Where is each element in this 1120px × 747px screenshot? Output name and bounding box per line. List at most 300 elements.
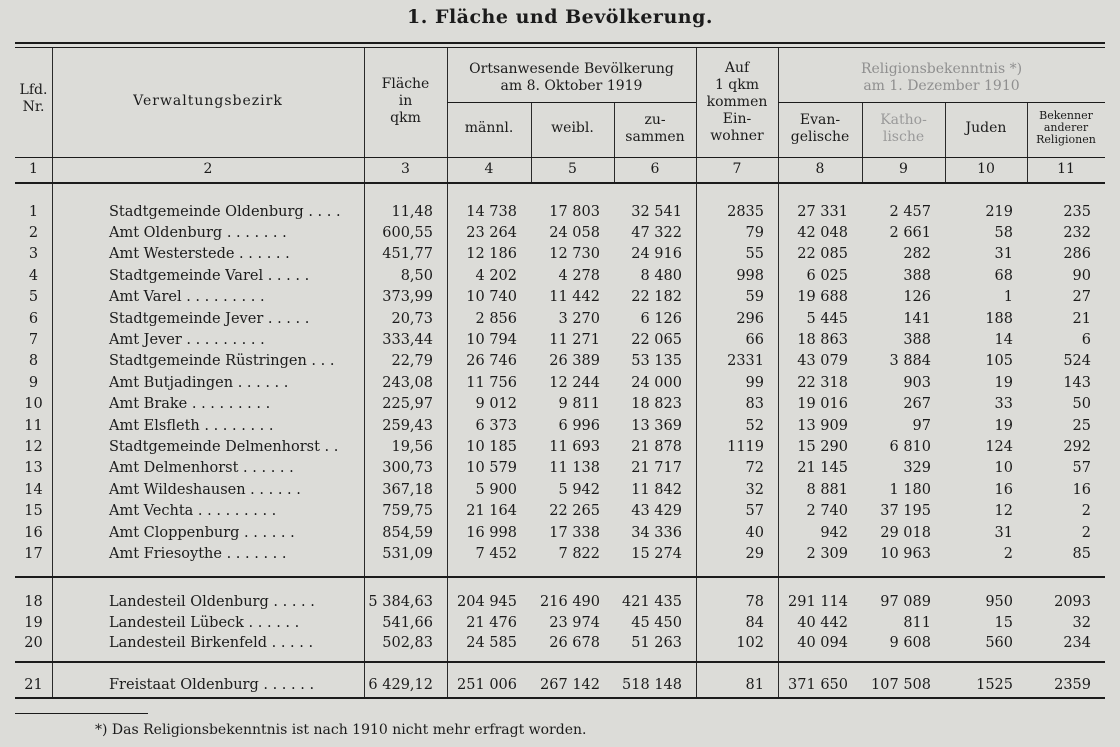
table-cell: 292 — [1063, 438, 1091, 455]
table-cell: 259,43 — [382, 417, 433, 434]
table-cell: 32 — [1072, 614, 1091, 631]
table-cell: 235 — [1063, 203, 1091, 220]
table-cell: 21 878 — [631, 438, 682, 455]
header-line: in — [398, 93, 413, 109]
row-number: 16 — [24, 524, 43, 541]
table-cell: 23 264 — [466, 225, 517, 242]
table-cell: 15 — [994, 614, 1013, 631]
row-number: 13 — [24, 460, 43, 477]
table-cell: 333,44 — [382, 332, 433, 349]
table-cell: 251 006 — [457, 677, 517, 694]
table-cell: 47 322 — [631, 225, 682, 242]
table-cell: 373,99 — [382, 289, 433, 306]
table-cell: 8 480 — [640, 267, 682, 284]
table-cell: 11,48 — [391, 203, 433, 220]
table-cell: 14 738 — [466, 203, 517, 220]
district-name: Amt Elsfleth . . . . . . . . — [109, 417, 274, 434]
header-line: zu- — [644, 112, 666, 128]
table-cell: 16 998 — [466, 524, 517, 541]
table-cell: 10 — [994, 460, 1013, 477]
table-row — [15, 372, 1105, 393]
header-bezirk: Verwaltungsbezirk — [133, 93, 283, 109]
table-cell: 13 369 — [631, 417, 682, 434]
header-line: kommen — [706, 94, 768, 110]
table-cell: 8,50 — [400, 267, 433, 284]
table-cell: 300,73 — [382, 460, 433, 477]
table-row — [15, 458, 1105, 479]
table-cell: 903 — [903, 374, 931, 391]
table-cell: 267 142 — [540, 677, 600, 694]
table-cell: 27 — [1072, 289, 1091, 306]
table-cell: 9 012 — [475, 396, 517, 413]
header-line: Ortsanwesende Bevölkerung — [469, 61, 674, 77]
table-cell: 29 — [745, 545, 764, 562]
table-cell: 21 717 — [631, 460, 682, 477]
table-cell: 2 — [1081, 503, 1091, 520]
header-line: Auf — [724, 60, 750, 76]
table-cell: 600,55 — [382, 225, 433, 242]
table-cell: 219 — [985, 203, 1013, 220]
table-row — [15, 500, 1105, 521]
table-cell: 24 585 — [466, 635, 517, 652]
table-cell: 560 — [985, 635, 1013, 652]
table-cell: 296 — [736, 310, 764, 327]
table-cell: 225,97 — [382, 396, 433, 413]
row-number: 11 — [24, 417, 43, 434]
header-weibl: weibl. — [551, 120, 594, 136]
table-cell: 22 182 — [631, 289, 682, 306]
column-number: 2 — [203, 161, 213, 177]
table-cell: 232 — [1063, 225, 1091, 242]
column-number: 10 — [977, 161, 995, 177]
table-row — [15, 265, 1105, 286]
table-cell: 21 476 — [466, 614, 517, 631]
table-cell: 21 145 — [797, 460, 848, 477]
table-cell: 2359 — [1054, 677, 1091, 694]
table-cell: 84 — [745, 614, 764, 631]
table-cell: 45 450 — [631, 614, 682, 631]
row-number: 20 — [24, 635, 43, 652]
district-name: Amt Oldenburg . . . . . . . — [109, 225, 287, 242]
district-name: Landesteil Oldenburg . . . . . — [109, 594, 315, 611]
table-cell: 4 278 — [558, 267, 600, 284]
table-cell: 6 373 — [475, 417, 517, 434]
table-cell: 52 — [745, 417, 764, 434]
row-number: 6 — [28, 310, 39, 327]
header-line: Katho- — [880, 112, 927, 128]
column-number: 6 — [650, 161, 660, 177]
row-number: 14 — [24, 481, 43, 498]
table-cell: 55 — [745, 246, 764, 263]
table-cell: 291 114 — [788, 594, 848, 611]
table-cell: 2093 — [1054, 594, 1091, 611]
table-cell: 79 — [745, 225, 764, 242]
table-cell: 40 094 — [797, 635, 848, 652]
table-cell: 451,77 — [382, 246, 433, 263]
table-cell: 216 490 — [540, 594, 600, 611]
table-cell: 6 429,12 — [368, 677, 433, 694]
district-name: Amt Wildeshausen . . . . . . — [109, 481, 301, 498]
table-cell: 12 244 — [549, 374, 600, 391]
header-andere — [1027, 110, 1105, 146]
table-row — [15, 613, 1105, 634]
table-cell: 13 909 — [797, 417, 848, 434]
header-line: Religionsbekenntnis *) — [860, 61, 1023, 77]
district-name: Amt Vechta . . . . . . . . . — [109, 503, 277, 520]
table-cell: 19 016 — [797, 396, 848, 413]
table-cell: 22 265 — [549, 503, 600, 520]
header-line: sammen — [625, 129, 685, 145]
table-cell: 26 678 — [549, 635, 600, 652]
table-cell: 5 942 — [558, 481, 600, 498]
header-line: am 8. Oktober 1919 — [500, 78, 643, 94]
table-cell: 998 — [736, 267, 764, 284]
row-number: 18 — [24, 594, 43, 611]
table-cell: 20,73 — [391, 310, 433, 327]
top-rule — [15, 42, 1105, 44]
table-cell: 16 — [994, 481, 1013, 498]
page-title: 1. Fläche und Bevölkerung. — [407, 6, 713, 28]
row-number: 5 — [28, 289, 39, 306]
row-number: 12 — [24, 438, 43, 455]
table-cell: 11 271 — [549, 332, 600, 349]
table-cell: 21 164 — [466, 503, 517, 520]
column-number: 9 — [899, 161, 908, 177]
table-cell: 15 290 — [797, 438, 848, 455]
row-number: 21 — [24, 677, 43, 694]
table-cell: 234 — [1063, 635, 1091, 652]
table-row — [15, 436, 1105, 457]
row-number: 2 — [28, 225, 39, 242]
table-cell: 12 186 — [466, 246, 517, 263]
table-cell: 22 318 — [797, 374, 848, 391]
table-cell: 31 — [994, 524, 1013, 541]
table-cell: 29 018 — [880, 524, 931, 541]
table-cell: 1 — [1003, 289, 1013, 306]
district-name: Amt Varel . . . . . . . . . — [109, 289, 265, 306]
table-cell: 6 126 — [640, 310, 682, 327]
table-cell: 43 429 — [631, 503, 682, 520]
table-cell: 11 842 — [631, 481, 682, 498]
district-name: Amt Jever . . . . . . . . . — [109, 332, 265, 349]
table-cell: 107 508 — [871, 677, 931, 694]
header-juden: Juden — [965, 120, 1007, 136]
header-group-rule — [778, 102, 1105, 103]
table-cell: 2 457 — [889, 203, 931, 220]
header-bevoelkerung-group — [447, 61, 696, 95]
table-row — [15, 394, 1105, 415]
table-cell: 124 — [985, 438, 1013, 455]
table-cell: 371 650 — [788, 677, 848, 694]
header-line: Lfd. — [19, 82, 48, 98]
table-row — [15, 522, 1105, 543]
table-cell: 10 740 — [466, 289, 517, 306]
header-line: 1 qkm — [714, 77, 760, 93]
table-cell: 18 823 — [631, 396, 682, 413]
row-number: 1 — [28, 203, 39, 220]
table-cell: 40 442 — [797, 614, 848, 631]
table-cell: 329 — [903, 460, 931, 477]
table-cell: 97 — [912, 417, 931, 434]
table-cell: 102 — [736, 635, 764, 652]
header-line: am 1. Dezember 1910 — [863, 78, 1020, 94]
table-cell: 34 336 — [631, 524, 682, 541]
data-table-landesteile — [15, 592, 1105, 654]
district-name: Landesteil Lübeck . . . . . . — [109, 614, 300, 631]
table-cell: 24 058 — [549, 225, 600, 242]
table-cell: 15 274 — [631, 545, 682, 562]
table-cell: 19 688 — [797, 289, 848, 306]
table-cell: 66 — [745, 332, 764, 349]
row-number: 17 — [24, 545, 43, 562]
table-cell: 2331 — [727, 353, 764, 370]
row-number: 9 — [28, 374, 39, 391]
table-cell: 22,79 — [391, 353, 433, 370]
table-cell: 4 202 — [475, 267, 517, 284]
table-cell: 97 089 — [880, 594, 931, 611]
header-religion-group — [778, 61, 1105, 95]
table-cell: 10 794 — [466, 332, 517, 349]
column-number: 4 — [484, 161, 494, 177]
table-cell: 267 — [903, 396, 931, 413]
header-line: Evan- — [799, 112, 841, 128]
table-cell: 50 — [1072, 396, 1091, 413]
table-cell: 16 — [1072, 481, 1091, 498]
district-name: Amt Brake . . . . . . . . . — [109, 396, 271, 413]
district-name: Stadtgemeinde Oldenburg . . . . — [109, 203, 341, 220]
table-cell: 53 135 — [631, 353, 682, 370]
table-cell: 811 — [903, 614, 931, 631]
table-cell: 21 — [1072, 310, 1091, 327]
data-table-districts — [15, 201, 1105, 565]
table-cell: 518 148 — [622, 677, 682, 694]
table-cell: 19,56 — [391, 438, 433, 455]
header-line: qkm — [390, 110, 421, 126]
table-cell: 388 — [903, 267, 931, 284]
table-cell: 10 579 — [466, 460, 517, 477]
table-cell: 58 — [994, 225, 1013, 242]
table-cell: 99 — [745, 374, 764, 391]
table-cell: 126 — [903, 289, 931, 306]
table-cell: 11 138 — [549, 460, 600, 477]
table-cell: 10 185 — [466, 438, 517, 455]
district-name: Stadtgemeinde Jever . . . . . — [109, 310, 310, 327]
table-row — [15, 287, 1105, 308]
table-cell: 502,83 — [382, 635, 433, 652]
bottom-rule — [15, 697, 1105, 699]
table-cell: 31 — [994, 246, 1013, 263]
row-number: 19 — [24, 614, 43, 631]
table-cell: 141 — [903, 310, 931, 327]
table-cell: 105 — [985, 353, 1013, 370]
header-evangelische — [778, 112, 862, 146]
table-cell: 17 338 — [549, 524, 600, 541]
table-cell: 85 — [1072, 545, 1091, 562]
table-cell: 90 — [1072, 267, 1091, 284]
table-cell: 43 079 — [797, 353, 848, 370]
table-row — [15, 308, 1105, 329]
table-cell: 32 — [745, 481, 764, 498]
row-number: 4 — [28, 267, 39, 284]
row-number: 3 — [28, 246, 39, 263]
table-cell: 12 — [994, 503, 1013, 520]
colnum-rule-top — [15, 157, 1105, 158]
table-cell: 6 996 — [558, 417, 600, 434]
table-cell: 531,09 — [382, 545, 433, 562]
table-row — [15, 351, 1105, 372]
district-name: Stadtgemeinde Delmenhorst . . — [109, 438, 339, 455]
table-row — [15, 543, 1105, 564]
table-cell: 81 — [745, 677, 764, 694]
table-cell: 2 661 — [889, 225, 931, 242]
table-cell: 286 — [1063, 246, 1091, 263]
table-cell: 1 180 — [889, 481, 931, 498]
table-cell: 2 856 — [475, 310, 517, 327]
district-name: Freistaat Oldenburg . . . . . . — [109, 677, 315, 694]
table-cell: 22 085 — [797, 246, 848, 263]
header-maennl: männl. — [464, 120, 514, 136]
header-line: Nr. — [22, 99, 45, 115]
header-line: Ein- — [722, 111, 752, 127]
table-cell: 68 — [994, 267, 1013, 284]
column-number: 7 — [732, 161, 742, 177]
table-cell: 388 — [903, 332, 931, 349]
header-zusammen — [614, 112, 696, 146]
table-cell: 2 — [1003, 545, 1013, 562]
column-number: 11 — [1057, 161, 1075, 177]
table-cell: 10 963 — [880, 545, 931, 562]
colnum-rule-bottom — [15, 182, 1105, 184]
table-row — [15, 479, 1105, 500]
table-cell: 541,66 — [382, 614, 433, 631]
table-cell: 6 025 — [806, 267, 848, 284]
table-cell: 3 270 — [558, 310, 600, 327]
header-line: Religionen — [1036, 133, 1096, 146]
table-cell: 367,18 — [382, 481, 433, 498]
table-row — [15, 222, 1105, 243]
table-row — [15, 329, 1105, 350]
header-flaeche — [364, 76, 447, 127]
table-cell: 204 945 — [457, 594, 517, 611]
table-cell: 37 195 — [880, 503, 931, 520]
table-cell: 33 — [994, 396, 1013, 413]
district-name: Stadtgemeinde Varel . . . . . — [109, 267, 310, 284]
table-cell: 2 — [1081, 524, 1091, 541]
table-row — [15, 675, 1105, 696]
table-cell: 9 811 — [558, 396, 600, 413]
table-cell: 12 730 — [549, 246, 600, 263]
row-number: 15 — [24, 503, 43, 520]
column-number: 1 — [29, 161, 38, 177]
data-table-total — [15, 675, 1105, 696]
table-cell: 19 — [994, 374, 1013, 391]
table-cell: 11 693 — [549, 438, 600, 455]
header-line: wohner — [710, 128, 764, 144]
header-line: lische — [882, 129, 925, 145]
table-cell: 24 000 — [631, 374, 682, 391]
table-cell: 26 389 — [549, 353, 600, 370]
table-cell: 26 746 — [466, 353, 517, 370]
district-name: Amt Delmenhorst . . . . . . — [109, 460, 294, 477]
table-cell: 854,59 — [382, 524, 433, 541]
table-cell: 421 435 — [622, 594, 682, 611]
header-line: gelische — [790, 129, 850, 145]
table-cell: 3 884 — [889, 353, 931, 370]
table-cell: 7 822 — [558, 545, 600, 562]
table-cell: 5 384,63 — [368, 594, 433, 611]
table-cell: 8 881 — [806, 481, 848, 498]
table-cell: 7 452 — [475, 545, 517, 562]
table-cell: 27 331 — [797, 203, 848, 220]
table-cell: 18 863 — [797, 332, 848, 349]
table-cell: 759,75 — [382, 503, 433, 520]
table-cell: 14 — [994, 332, 1013, 349]
table-cell: 950 — [985, 594, 1013, 611]
table-cell: 2 309 — [806, 545, 848, 562]
table-cell: 9 608 — [889, 635, 931, 652]
table-cell: 23 974 — [549, 614, 600, 631]
header-line: anderer — [1043, 121, 1089, 134]
table-cell: 40 — [745, 524, 764, 541]
table-cell: 243,08 — [382, 374, 433, 391]
table-cell: 42 048 — [797, 225, 848, 242]
header-lfd-nr — [15, 82, 52, 116]
column-number: 3 — [401, 161, 410, 177]
table-cell: 282 — [903, 246, 931, 263]
header-auf-qkm — [696, 60, 778, 145]
table-cell: 24 916 — [631, 246, 682, 263]
footnote-rule — [15, 713, 148, 714]
table-cell: 2 740 — [806, 503, 848, 520]
table-cell: 2835 — [727, 203, 764, 220]
table-cell: 524 — [1063, 353, 1091, 370]
table-row — [15, 633, 1105, 654]
table-cell: 188 — [985, 310, 1013, 327]
table-cell: 22 065 — [631, 332, 682, 349]
table-row — [15, 592, 1105, 613]
table-cell: 57 — [745, 503, 764, 520]
section-rule — [15, 576, 1105, 578]
district-name: Amt Butjadingen . . . . . . — [109, 374, 289, 391]
table-row — [15, 415, 1105, 436]
district-name: Amt Westerstede . . . . . . — [109, 246, 290, 263]
table-cell: 51 263 — [631, 635, 682, 652]
header-group-rule — [447, 102, 696, 103]
row-number: 7 — [28, 332, 39, 349]
table-cell: 78 — [745, 594, 764, 611]
district-name: Amt Cloppenburg . . . . . . — [109, 524, 295, 541]
table-cell: 72 — [745, 460, 764, 477]
table-cell: 143 — [1063, 374, 1091, 391]
district-name: Amt Friesoythe . . . . . . . — [109, 545, 287, 562]
table-cell: 32 541 — [631, 203, 682, 220]
column-number: 5 — [568, 161, 577, 177]
table-cell: 11 442 — [549, 289, 600, 306]
header-line: Bekenner — [1039, 109, 1093, 122]
table-cell: 83 — [745, 396, 764, 413]
header-katholische — [862, 112, 945, 146]
column-number: 8 — [815, 161, 825, 177]
table-cell: 19 — [994, 417, 1013, 434]
table-cell: 5 900 — [475, 481, 517, 498]
table-cell: 57 — [1072, 460, 1091, 477]
table-row — [15, 244, 1105, 265]
table-cell: 1525 — [976, 677, 1013, 694]
district-name: Landesteil Birkenfeld . . . . . — [109, 635, 314, 652]
table-cell: 25 — [1072, 417, 1091, 434]
table-cell: 17 803 — [549, 203, 600, 220]
table-cell: 942 — [820, 524, 848, 541]
